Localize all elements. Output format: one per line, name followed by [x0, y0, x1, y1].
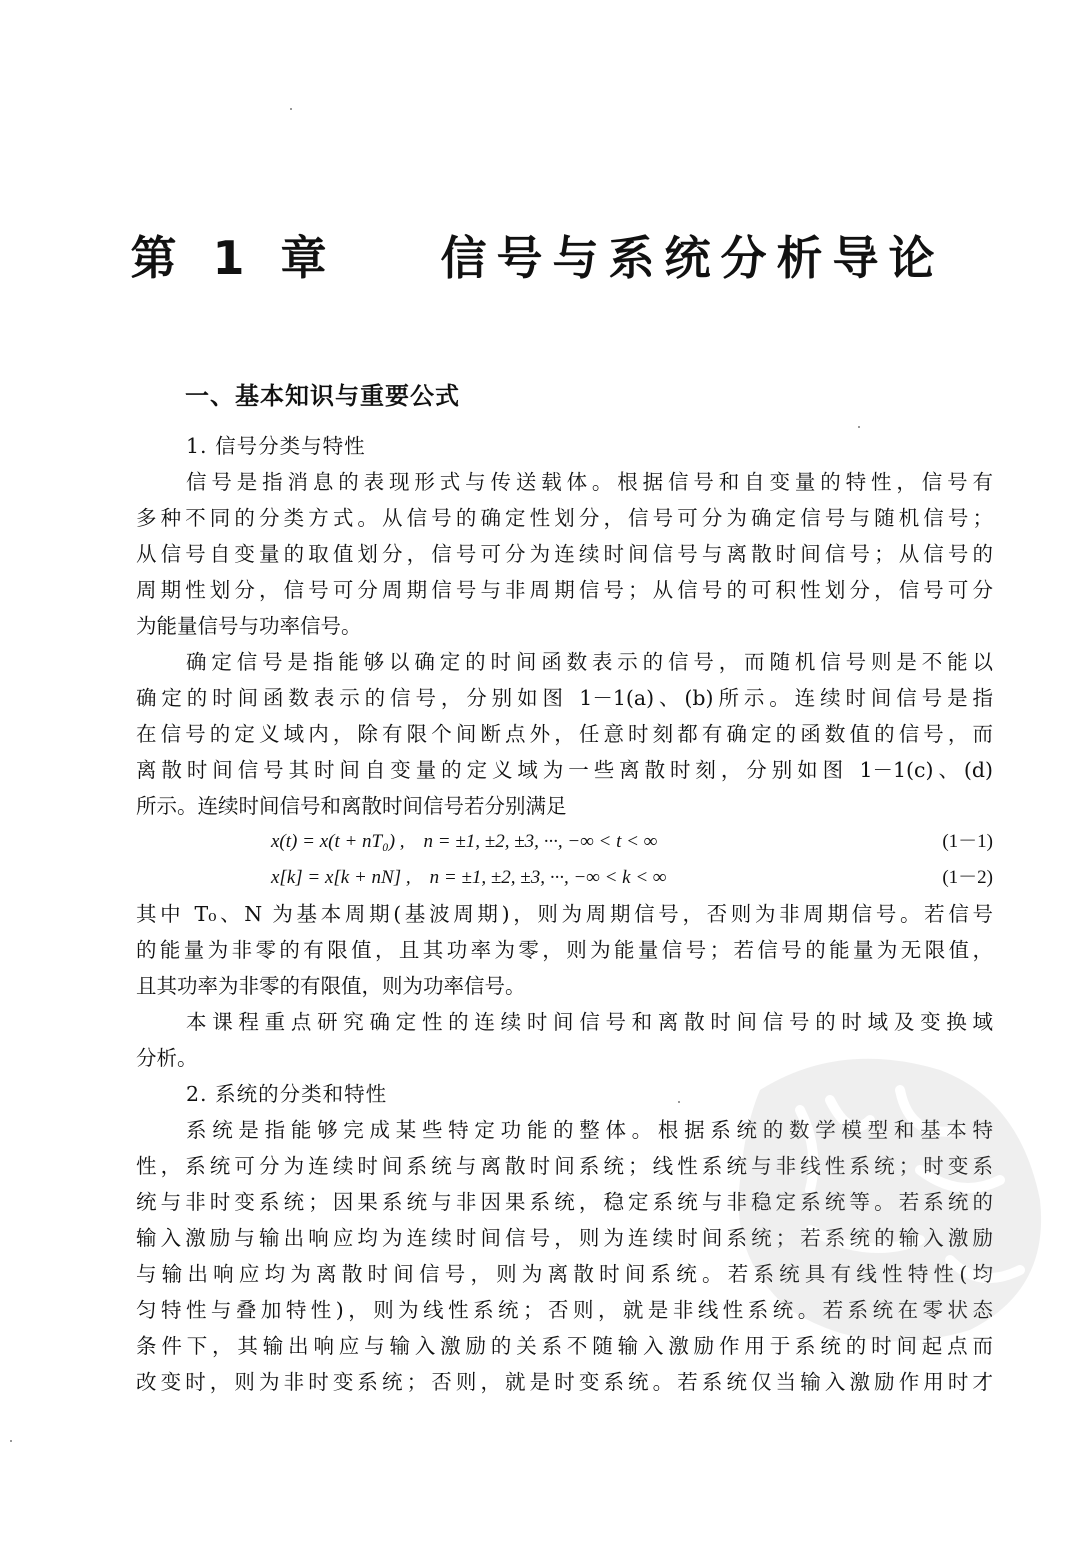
paragraph-line: 为能量信号与功率信号。	[136, 614, 362, 638]
paragraph-line: 且其功率为非零的有限值，则为功率信号。	[136, 974, 526, 998]
paragraph-line: 输入激励与输出响应均为连续时间信号，则为连续时间系统；若系统的输入激励	[136, 1226, 993, 1250]
paragraph-line: 所示。连续时间信号和离散时间信号若分别满足	[136, 794, 567, 818]
paragraph-line: 本课程重点研究确定性的连续时间信号和离散时间信号的时域及变换域	[186, 1010, 993, 1034]
paragraph-line: 统与非时变系统；因果系统与非因果系统，稳定系统与非稳定系统等。若系统的	[136, 1190, 993, 1214]
equation-number: (1－2)	[942, 867, 993, 888]
paragraph-line: 其中 T₀、N 为基本周期(基波周期)，则为周期信号，否则为非周期信号。若信号	[136, 902, 993, 926]
scan-speck	[10, 1440, 12, 1442]
equation-1-2	[136, 860, 993, 896]
paragraph-line: 从信号自变量的取值划分，信号可分为连续时间信号与离散时间信号；从信号的	[136, 542, 993, 566]
section-heading: 一、基本知识与重要公式	[185, 382, 460, 410]
paragraph-line: 确定信号是指能够以确定的时间函数表示的信号，而随机信号则是不能以	[186, 650, 993, 674]
paragraph-line: 多种不同的分类方式。从信号的确定性划分，信号可分为确定信号与随机信号；	[136, 506, 993, 530]
subsection-heading-signals: 1. 信号分类与特性	[186, 434, 366, 458]
paragraph-line: 离散时间信号其时间自变量的定义域为一些离散时刻，分别如图 1－1(c)、(d)	[136, 758, 993, 782]
paragraph-line: 的能量为非零的有限值，且其功率为零，则为能量信号；若信号的能量为无限值，	[136, 938, 993, 962]
subsection-heading-systems: 2. 系统的分类和特性	[186, 1082, 388, 1106]
paragraph-line: 系统是指能够完成某些特定功能的整体。根据系统的数学模型和基本特	[186, 1118, 993, 1142]
paragraph-line: 条件下，其输出响应与输入激励的关系不随输入激励作用于系统的时间起点而	[136, 1334, 993, 1358]
paragraph-line: 周期性划分，信号可分周期信号与非周期信号；从信号的可积性划分，信号可分	[136, 578, 993, 602]
paragraph-line: 匀特性与叠加特性)，则为线性系统；否则，就是非线性系统。若系统在零状态	[136, 1298, 993, 1322]
equation-formula: x[k] = x[k + nN] , n = ±1, ±2, ±3, ···, −∞ < k < ∞	[271, 867, 667, 888]
paragraph-line: 性，系统可分为连续时间系统与离散时间系统；线性系统与非线性系统；时变系	[136, 1154, 993, 1178]
paragraph-line: 改变时，则为非时变系统；否则，就是时变系统。若系统仅当输入激励作用时才	[136, 1370, 993, 1394]
paragraph-line: 在信号的定义域内，除有限个间断点外，任意时刻都有确定的函数值的信号，而	[136, 722, 993, 746]
paragraph-line: 与输出响应均为离散时间信号，则为离散时间系统。若系统具有线性特性(均	[136, 1262, 993, 1286]
equation-number: (1－1)	[942, 831, 993, 852]
paragraph-line: 分析。	[136, 1046, 198, 1070]
paragraph-line: 信号是指消息的表现形式与传送载体。根据信号和自变量的特性，信号有	[186, 470, 993, 494]
scan-speck	[290, 108, 292, 110]
equation-formula: x(t) = x(t + nT₀) , n = ±1, ±2, ±3, ···, −∞ < t < ∞	[271, 831, 658, 852]
scan-speck	[858, 426, 860, 428]
library-seal-watermark-icon	[720, 1030, 1060, 1360]
equation-1-1	[136, 824, 993, 860]
paragraph-line: 确定的时间函数表示的信号，分别如图 1－1(a)、(b)所示。连续时间信号是指	[136, 686, 993, 710]
scan-speck	[678, 1101, 680, 1103]
chapter-title: 第 1 章 信号与系统分析导论	[130, 231, 945, 285]
